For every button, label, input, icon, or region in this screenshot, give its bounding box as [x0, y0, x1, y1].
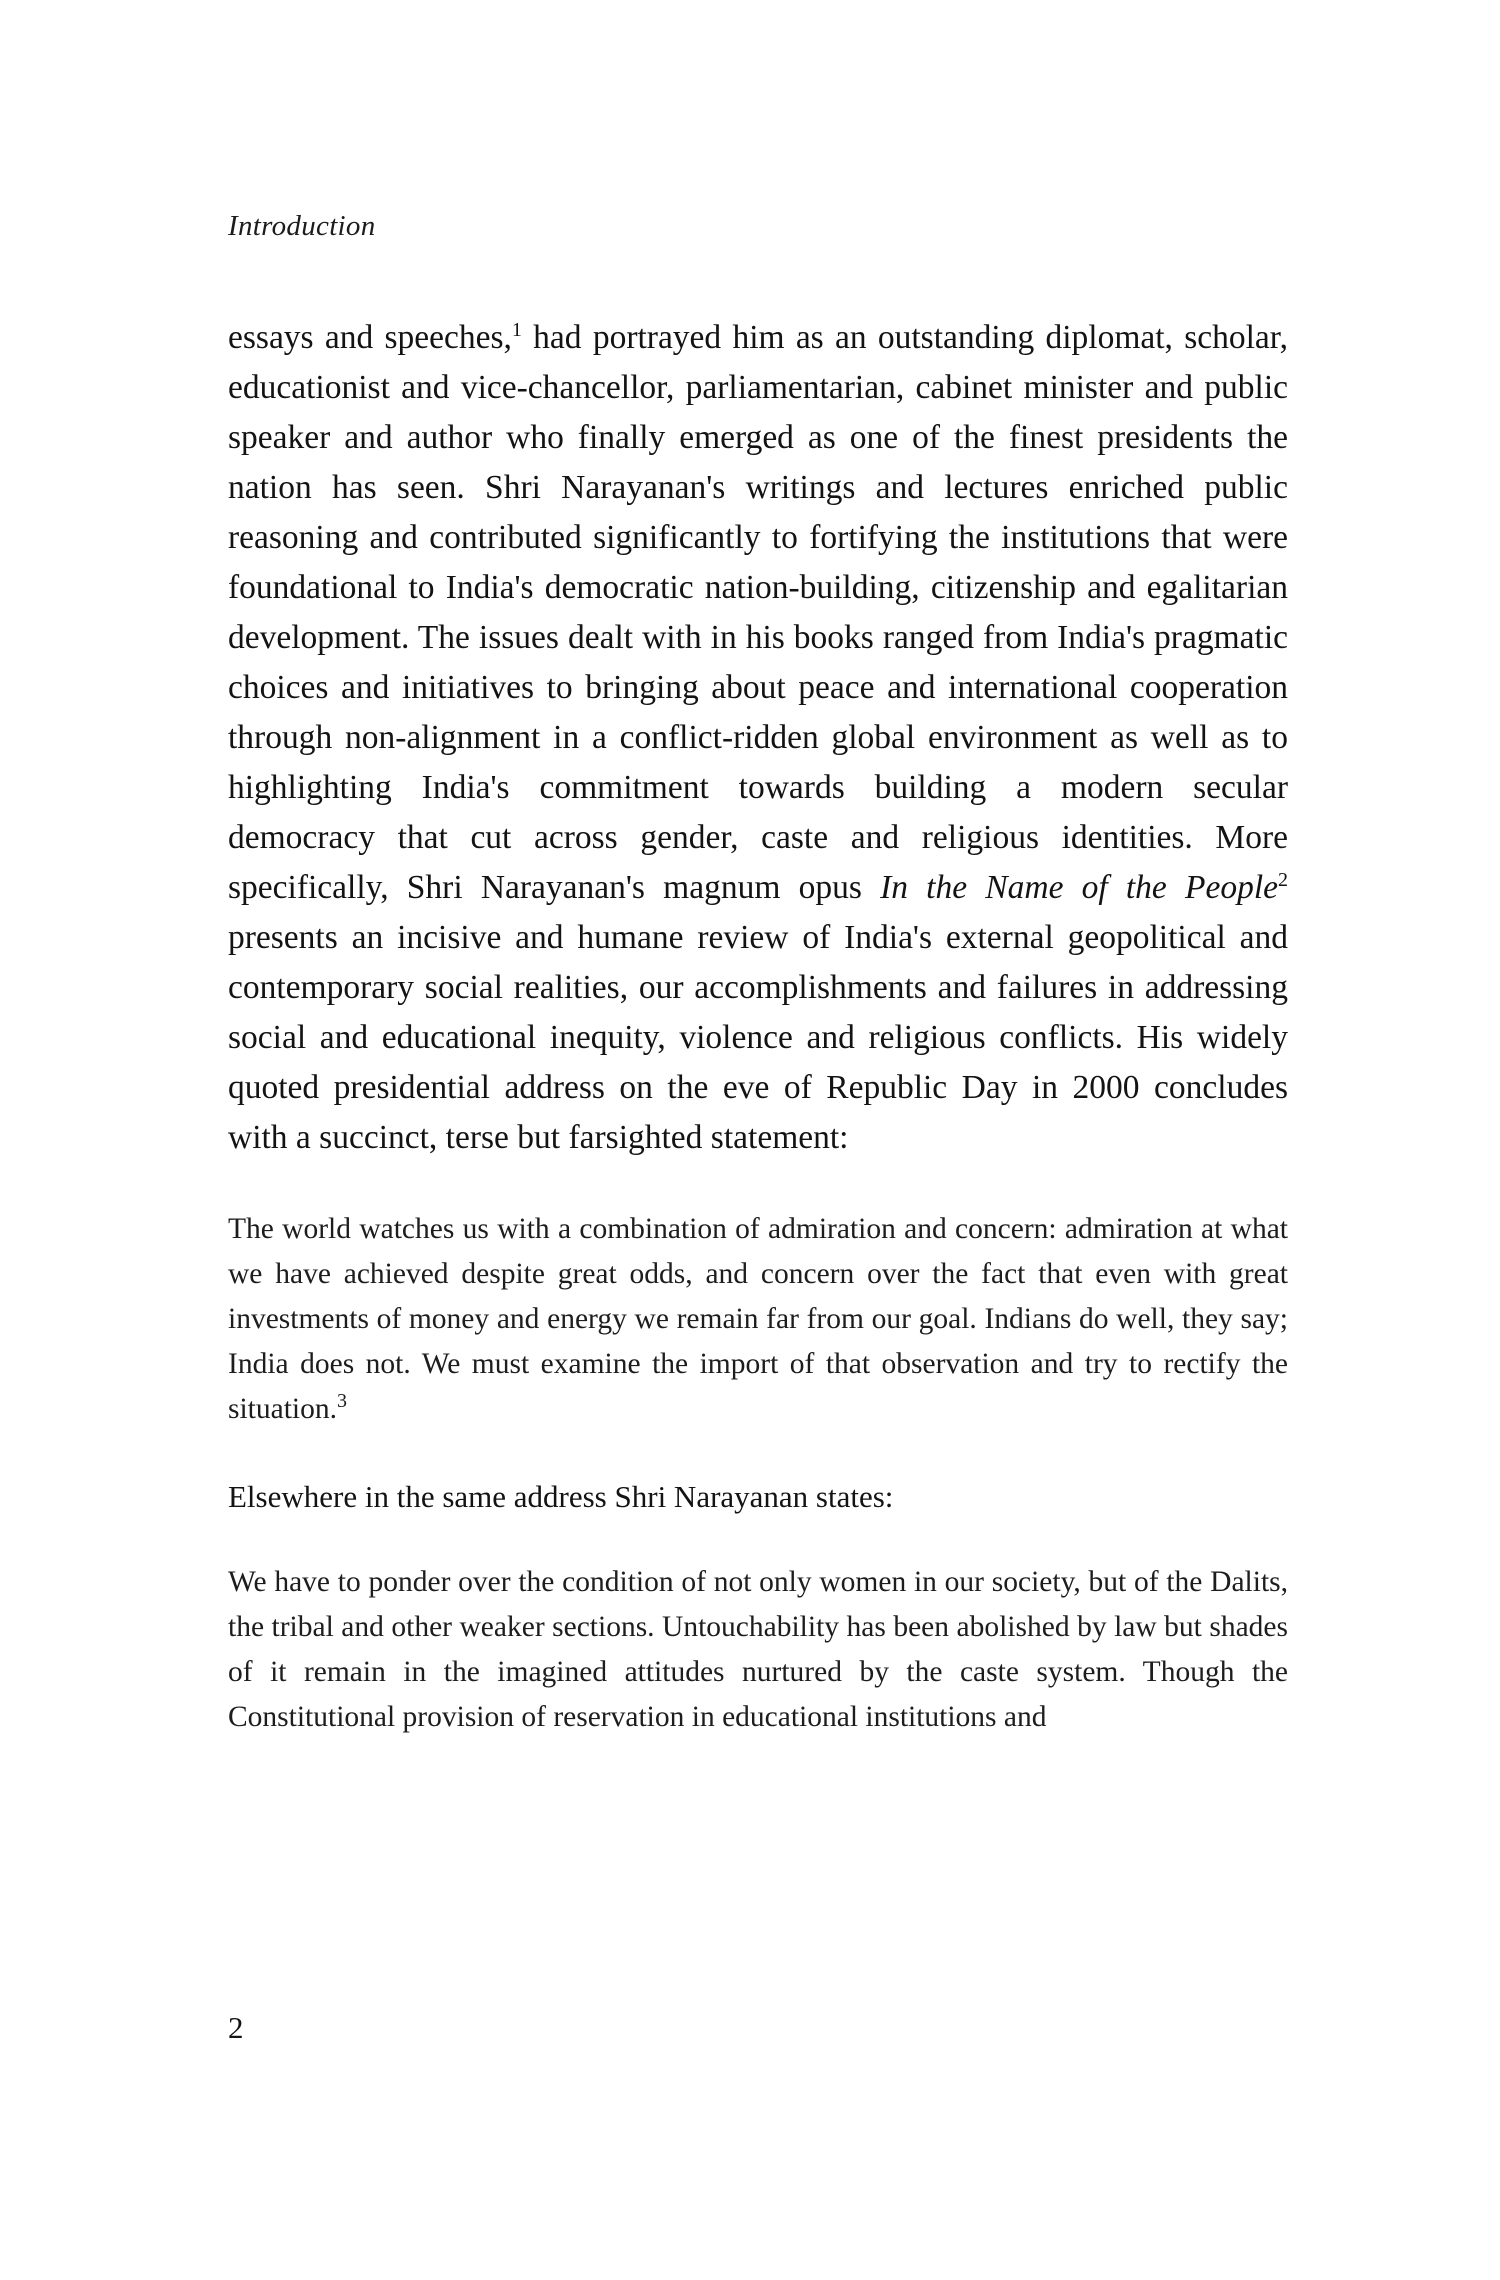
- page-content: [228, 210, 1288, 1782]
- lead-in-line: Elsewhere in the same address Shri Narayanan states:: [228, 1479, 894, 1514]
- page-number: 2: [228, 2010, 244, 2045]
- body-paragraph: essays and speeches,$^1$ had portrayed him as an outstanding diplomat, scholar, educationist and vice-chancellor, parliamentarian, cabinet minister and public speaker and author who finally emerged as one of the finest presidents the nation has seen. Shri Narayanan's writings and lectures enriched public reasoning and contributed significantly to fortifying the institutions that were foundational to India's democratic nation-building, citizenship and egalitarian development. The issues dealt with in his books ranged from India's pragmatic choices and initiatives to bringing about peace and international cooperation through non-alignment in a conflict-ridden global environment as well as to highlighting India's commitment towards building a modern secular democracy that cut across gender, caste and religious identities. More specifically, Shri Narayanan's magnum opus In the Name of the People$^2$ presents an incisive and humane review of India's external geopolitical and contemporary social realities, our accomplishments and failures in addressing social and educational inequity, violence and religious conflicts. His widely quoted presidential address on the eve of Republic Day in 2000 concludes with a succinct, terse but farsighted statement:: [228, 318, 1288, 1156]
- blockquote-first: The world watches us with a combination of admiration and concern: admiration at what we have achieved despite great odds, and concern over the fact that even with great investments of money and energy we remain far from our goal. Indians do well, they say; India does not. We must examine the import of that observation and try to rectify the situation.$^3$: [228, 1213, 1288, 1425]
- running-head: Introduction: [228, 210, 376, 242]
- blockquote-second: We have to ponder over the condition of not only women in our society, but of the Dalits, the tribal and other weaker sections. Untouchability has been abolished by law but shades of it remain in the imagined attitudes nurtured by the caste system. Though the Constitutional provision of reservation in educational institutions and: [228, 1566, 1288, 1733]
